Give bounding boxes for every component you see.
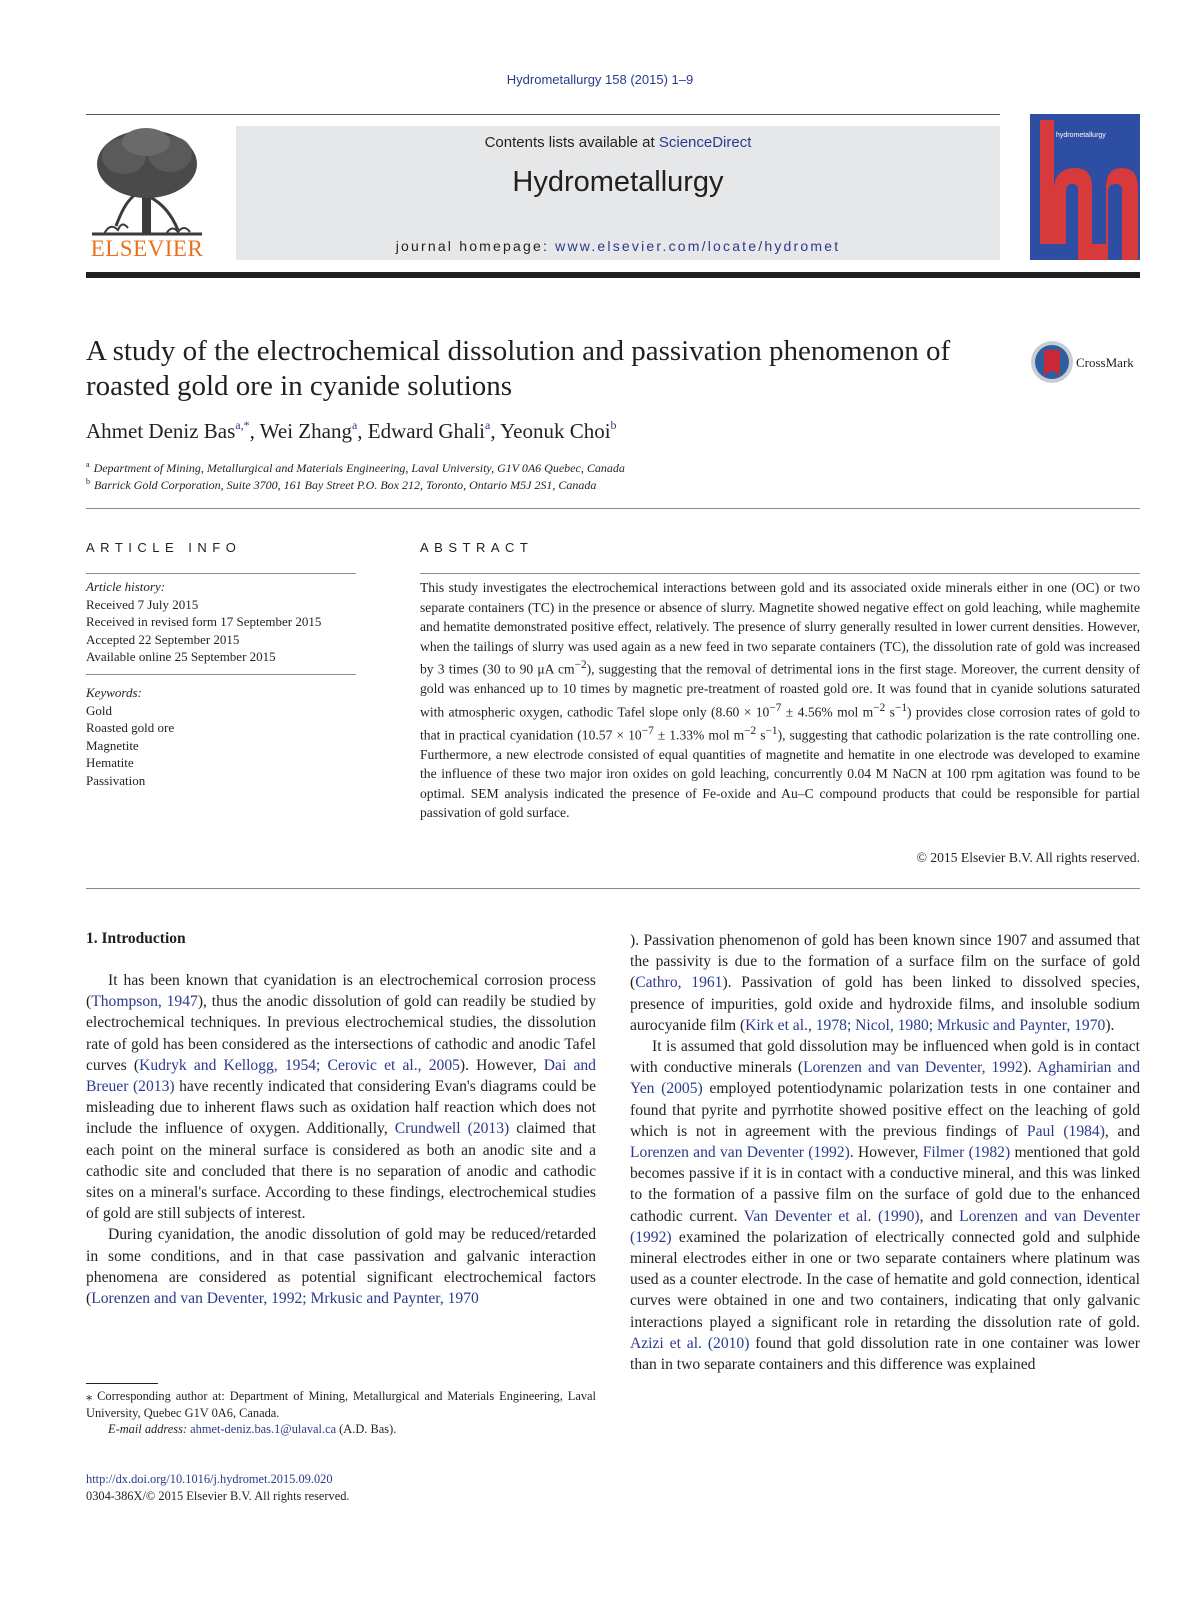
citation-link[interactable]: Thompson, 1947 (91, 993, 198, 1011)
elsevier-wordmark: ELSEVIER (90, 236, 204, 261)
author-affil-marker[interactable]: b (610, 418, 617, 432)
citation-link[interactable]: Kirk et al., 1978; Nicol, 1980; Mrkusic and Paynter, 1970 (745, 1016, 1106, 1034)
affiliation-a: $^a$ Department of Mining, Metallurgical and Materials Engineering, Laval University, G1V 0A6 Quebec, Canada (86, 460, 625, 475)
journal-reference-link[interactable]: Hydrometallurgy 158 (2015) 1–9 (506, 72, 694, 87)
keyword-item: Hematite (86, 755, 134, 770)
journal-cover-image[interactable] (1030, 114, 1140, 260)
author-name[interactable]: Ahmet Deniz Bas (86, 419, 236, 443)
section-divider (86, 508, 1140, 509)
body-paragraph: During cyanidation, the anodic dissolution of gold may be reduced/retarded in some conditions, and in that case passivation and galvanic interaction phenomena are considered as potential significant electrochemical factors (Lorenzen and van Deventer, 1992; Mrkusic and Paynter, 1970 (86, 1226, 596, 1308)
body-paragraph: It has been known that cyanidation is an electrochemical corrosion process (Thompson, 1947), thus the anodic dissolution of gold can readily be studied by electrochemical techniques. In previous electrochemical studies, the dissolution rate of gold has been considered as the intersections of cathodic and anodic Tafel curves (Kudryk and Kellogg, 1954; Cerovic et al., 2005). However, Dai and Breuer (2013) have recently indicated that considering Evan's diagrams could be misleading due to inherent flaws such as oxidation half reaction which does not include the influence of oxygen. Additionally, Crundwell (2013) claimed that each point on the mineral surface is considered as both an anodic site and a cathodic site and concluded that there is no separation of anodic and cathodic sites on a mineral's surface. According to these findings, electrochemical studies of gold are still subjects of interest. (86, 972, 596, 1223)
keyword-item: Gold (86, 702, 112, 718)
article-title: A study of the electrochemical dissolution and passivation phenomenon of roasted gold ore in cyanide solutions (86, 335, 951, 402)
article-history: Article history: Received 7 July 2015 Received in revised form 17 September 2015 Accepted 22 September 2015 Available online 25 September 2015 (86, 578, 356, 666)
citation-link[interactable]: Lorenzen and van Deventer (1992) (630, 1144, 850, 1162)
citation-link[interactable]: Cathro, 1961 (635, 974, 723, 992)
cover-title: hydrometallurgy (1056, 132, 1106, 139)
citation-link[interactable]: Aghamirian and Yen (2005) (630, 1059, 1140, 1098)
crossmark-icon (1030, 340, 1074, 384)
journal-homepage-link[interactable]: www.elsevier.com/locate/hydromet (555, 238, 841, 254)
abstract-text: This study investigates the electrochemical interactions between gold and its associated oxide minerals either in one (OC) or two separate containers (TC) in the presence or absence of slurry. Magnetite showed negative effect on gold leaching, while maghemite and hematite demonstrated positive effect, relatively. The presence of slurry generally resulted in lower current densities. However, when the tailings of slurry was used again as a new feed in two separate containers (TC), the dissolution rate of gold was increased by 3 times (30 to 90 μA $cm^{-2}$), suggesting that the removal of detrimental ions in the first stage. Moreover, the current density of gold was enhanced up to 10 times by magnetic pre-treatment of roasted gold ore. It was found that in cyanide solutions saturated with atmospheric oxygen, cathodic Tafel slope only ($8.60 \times 10^{-7} \pm 4.56\%$ mol $m^{-2}$ $s^{-1}$) provides close corrosion rates of gold to that in practical cyanidation ($10.57 \times 10^{-7} \pm 1.33\%$ mol $m^{-2}$ $s^{-1}$), suggesting that cathodic polarization is the rate controlling one. Furthermore, a new electrode consisted of equal quantities of magnetite and hematite in one electrode was developed to examine the influence of these two major iron oxides on gold leaching, concurrently 0.04 M NaCN at 100 rpm agitation was found to be optimal. SEM analysis indicated the presence of Fe-oxide and Au–C compound products that could be responsible for partial passivation of gold surface. (420, 580, 1140, 821)
author-affil-marker[interactable]: a (351, 418, 358, 432)
history-item: Received 7 July 2015 (86, 596, 199, 612)
author-list: Ahmet Deniz Bas$^{a,*}$, Wei Zhang$^a$, Edward Ghali$^a$, Yeonuk Choi$^b$ (86, 418, 617, 443)
citation-link[interactable]: Kudryk and Kellogg, 1954; Cerovic et al., 2005 (139, 1056, 460, 1074)
body-divider (86, 888, 1140, 889)
keywords-rule (86, 674, 356, 675)
keywords: Keywords: Gold Roasted gold ore Magnetite Hematite Passivation (86, 684, 356, 789)
abstract-heading: ABSTRACT (420, 540, 534, 555)
citation-link[interactable]: Lorenzen and van Deventer (1992) (630, 1207, 1141, 1246)
citation-link[interactable]: Crundwell (2013) (394, 1120, 510, 1138)
keyword-item: Roasted gold ore (86, 720, 175, 735)
contents-line: Contents lists available at ScienceDirect (484, 134, 752, 151)
history-item: Available online 25 September 2015 (86, 649, 276, 664)
author-name[interactable]: Yeonuk Choi (500, 419, 611, 443)
citation-link[interactable]: Lorenzen and van Deventer, 1992 (803, 1059, 1023, 1077)
sciencedirect-link[interactable]: ScienceDirect (658, 134, 752, 151)
body-paragraph: ). Passivation phenomenon of gold has been known since 1907 and assumed that the passivity is due to the formation of a surface film on the surface of gold (Cathro, 1961). Passivation of gold has been linked to dissolved species, presence of impurities, gold oxide and hydroxide films, and insoluble sodium aurocyanide film (Kirk et al., 1978; Nicol, 1980; Mrkusic and Paynter, 1970). (630, 932, 1140, 1034)
citation-link[interactable]: Paul (1984) (1026, 1122, 1105, 1140)
introduction-heading: 1. Introduction (86, 930, 186, 947)
article-info-rule (86, 573, 356, 574)
crossmark-badge[interactable] (1030, 340, 1140, 386)
homepage-line: journal homepage: www.elsevier.com/locate/hydromet (395, 238, 841, 254)
keyword-item: Passivation (86, 772, 146, 788)
body-paragraph: It is assumed that gold dissolution may be influenced when gold is in contact with conductive minerals (Lorenzen and van Deventer, 1992). Aghamirian and Yen (2005) employed potentiodynamic polarization tests in one container and found that pyrite and pyrrhotite showed positive effect on the leaching of gold which is not in agreement with the previous findings of Paul (1984), and Lorenzen and van Deventer (1992). However, Filmer (1982) mentioned that gold becomes passive if it is in contact with a conductive mineral, and this was linked to the formation of a passive film on the surface of gold due to the enhanced cathodic current. Van Deventer et al. (1990), and Lorenzen and van Deventer (1992) examined the polarization of electrically connected gold and sulphide mineral electrodes either in one or two separate containers where platinum was used as a counter electrode. In the case of hematite and gold connection, identical curves were obtained in one and two containers, indicating that only galvanic interactions played a significant role in retarding the dissolution rate of gold. Azizi et al. (2010) found that gold dissolution rate in one container was lower than in two separate containers and this difference was explained (630, 1038, 1141, 1374)
doi-link[interactable]: http://dx.doi.org/10.1016/j.hydromet.2015.09.020 (86, 1472, 333, 1486)
citation-link[interactable]: Dai and Breuer (2013) (86, 1056, 596, 1096)
abstract-copyright: © 2015 Elsevier B.V. All rights reserved. (916, 850, 1140, 865)
corresponding-author-footnote: ⁎ Corresponding author at: Department of Mining, Metallurgical and Materials Engineering, Laval University, Quebec G1V 0A6, Canada. E-mail address: ahmet-deniz.bas.1@ulaval.ca (A.D. Bas). (86, 1389, 596, 1436)
top-rule (86, 114, 1000, 115)
body-column-left (86, 970, 596, 1309)
citation-link[interactable]: Filmer (1982) (922, 1144, 1011, 1162)
author-affil-marker[interactable]: a,* (235, 418, 250, 432)
crossmark-label: CrossMark (1076, 355, 1134, 370)
history-item: Accepted 22 September 2015 (86, 631, 240, 647)
author-name[interactable]: Edward Ghali (367, 419, 485, 443)
header-thick-rule (86, 272, 1140, 278)
author-name[interactable]: Wei Zhang (259, 419, 352, 443)
journal-name: Hydrometallurgy (512, 166, 724, 198)
author-email-link[interactable]: ahmet-deniz.bas.1@ulaval.ca (190, 1422, 337, 1436)
abstract-rule (420, 573, 1140, 574)
citation-link[interactable]: Van Deventer et al. (1990) (743, 1207, 920, 1225)
journal-banner (236, 126, 1000, 260)
affiliation-b: $^b$ Barrick Gold Corporation, Suite 3700, 161 Bay Street P.O. Box 212, Toronto, Ontario M5J 2S1, Canada (86, 477, 597, 492)
issn-copyright: 0304-386X/© 2015 Elsevier B.V. All rights reserved. (86, 1489, 350, 1503)
citation-link[interactable]: Lorenzen and van Deventer, 1992; Mrkusic and Paynter, 1970 (91, 1290, 479, 1308)
history-item: Received in revised form 17 September 2015 (86, 614, 322, 629)
footnote-rule (86, 1383, 158, 1384)
author-affil-marker[interactable]: a (485, 418, 491, 432)
body-column-right (630, 930, 1140, 1375)
article-info-heading: ARTICLE INFO (86, 540, 242, 555)
keyword-item: Magnetite (86, 737, 139, 753)
citation-link[interactable]: Azizi et al. (2010) (630, 1334, 750, 1352)
